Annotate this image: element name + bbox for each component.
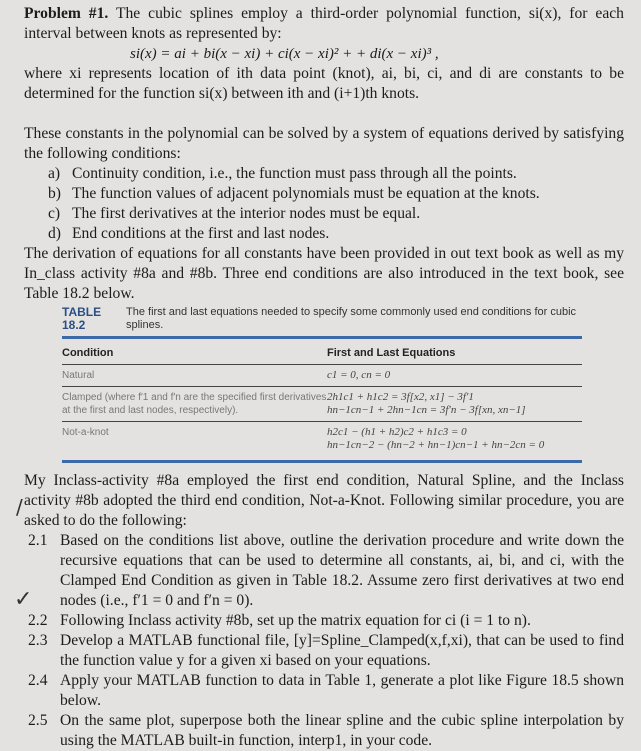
- tasks-intro: My Inclass-activity #8a employed the first end condition, Natural Spline, and the Inclass activity #8b adopted the third end condition, Not-a-Knot. Following similar procedure, you are asked to do the following:: [24, 472, 624, 529]
- list-item: 2.3 Develop a MATLAB functional file, [y]=Spline_Clamped(x,f,xi), that can be used to find the function value y for a given xi based on your equations.: [28, 632, 624, 669]
- list-item: c) The first derivatives at the interior nodes must be equal.: [48, 205, 421, 222]
- spline-equation: si(x) = ai + bi(x − xi) + ci(x − xi)² + + di(x − xi)³ ,: [130, 46, 439, 62]
- table-row: Clamped (where f′1 and f′n are the specified first derivatives at the first and last nodes, respectively). 2h1c1 + h1c2 = 3f[x2, x1] − 3f′1 hn−1cn−1 + 2hn−1cn = 3f′n − 3f[xn, xn−1]: [62, 391, 526, 416]
- table-row: Natural c1 = 0, cn = 0: [62, 369, 391, 381]
- problem-intro: [24, 4, 624, 44]
- list-item: 2.4 Apply your MATLAB function to data in Table 1, generate a plot like Figure 18.5 shown below.: [28, 672, 624, 709]
- table-18-2: [62, 306, 582, 463]
- where-text: where xi represents location of ith data point (knot), ai, bi, ci, and di are constants to be determined for the function si(x) between ith and (i+1)th knots.: [24, 65, 624, 102]
- checkmark-icon: ✓: [14, 587, 33, 612]
- problem-title: Problem #1.: [24, 5, 109, 22]
- derivation-text: The derivation of equations for all constants have been provided in out text book as well as my In_class activity #8a and #8b. Three end conditions are also introduced in the text book, see Table 18.2 below.: [24, 245, 624, 302]
- list-item: a) Continuity condition, i.e., the function must pass through all the points.: [48, 165, 517, 182]
- tasks-list: [24, 531, 624, 751]
- table-header: Condition First and Last Equations: [62, 347, 456, 359]
- list-item: 2.2 Following Inclass activity #8b, set up the matrix equation for ci (i = 1 to n).: [28, 612, 531, 629]
- table-caption: The first and last equations needed to specify some commonly used end conditions for cubic splines.: [126, 306, 577, 331]
- document-page: [24, 4, 624, 751]
- table-label: TABLE 18.2: [62, 305, 102, 332]
- list-item: b) The function values of adjacent polynomials must be equation at the knots.: [48, 185, 540, 202]
- list-item: d) End conditions at the first and last nodes.: [48, 225, 330, 242]
- conditions-list: [24, 164, 624, 244]
- intro-text: The cubic splines employ a third-order polynomial function, si(x), for each interval between knots as represented by:: [24, 5, 624, 42]
- pen-mark-icon: /: [16, 495, 23, 519]
- table-row: Not-a-knot h2c1 − (h1 + h2)c2 + h1c3 = 0 hn−1cn−2 − (hn−2 + hn−1)cn−1 + hn−2cn = 0: [62, 426, 545, 451]
- conditions-intro: These constants in the polynomial can be solved by a system of equations derived by satisfying the following conditions:: [24, 125, 624, 162]
- list-item: 2.1 Based on the conditions list above, outline the derivation procedure and write down the recursive equations that can be used to determine all constants, ai, bi, and ci, with the Clamped End Condition as given in Table 18.2. Assume zero first derivatives at two end nodes (i.e., f′1 = 0 and f′n = 0).: [28, 532, 624, 609]
- list-item: 2.5 On the same plot, superpose both the linear spline and the cubic spline interpolation by using the MATLAB built-in function, interp1, in your code.: [28, 712, 624, 749]
